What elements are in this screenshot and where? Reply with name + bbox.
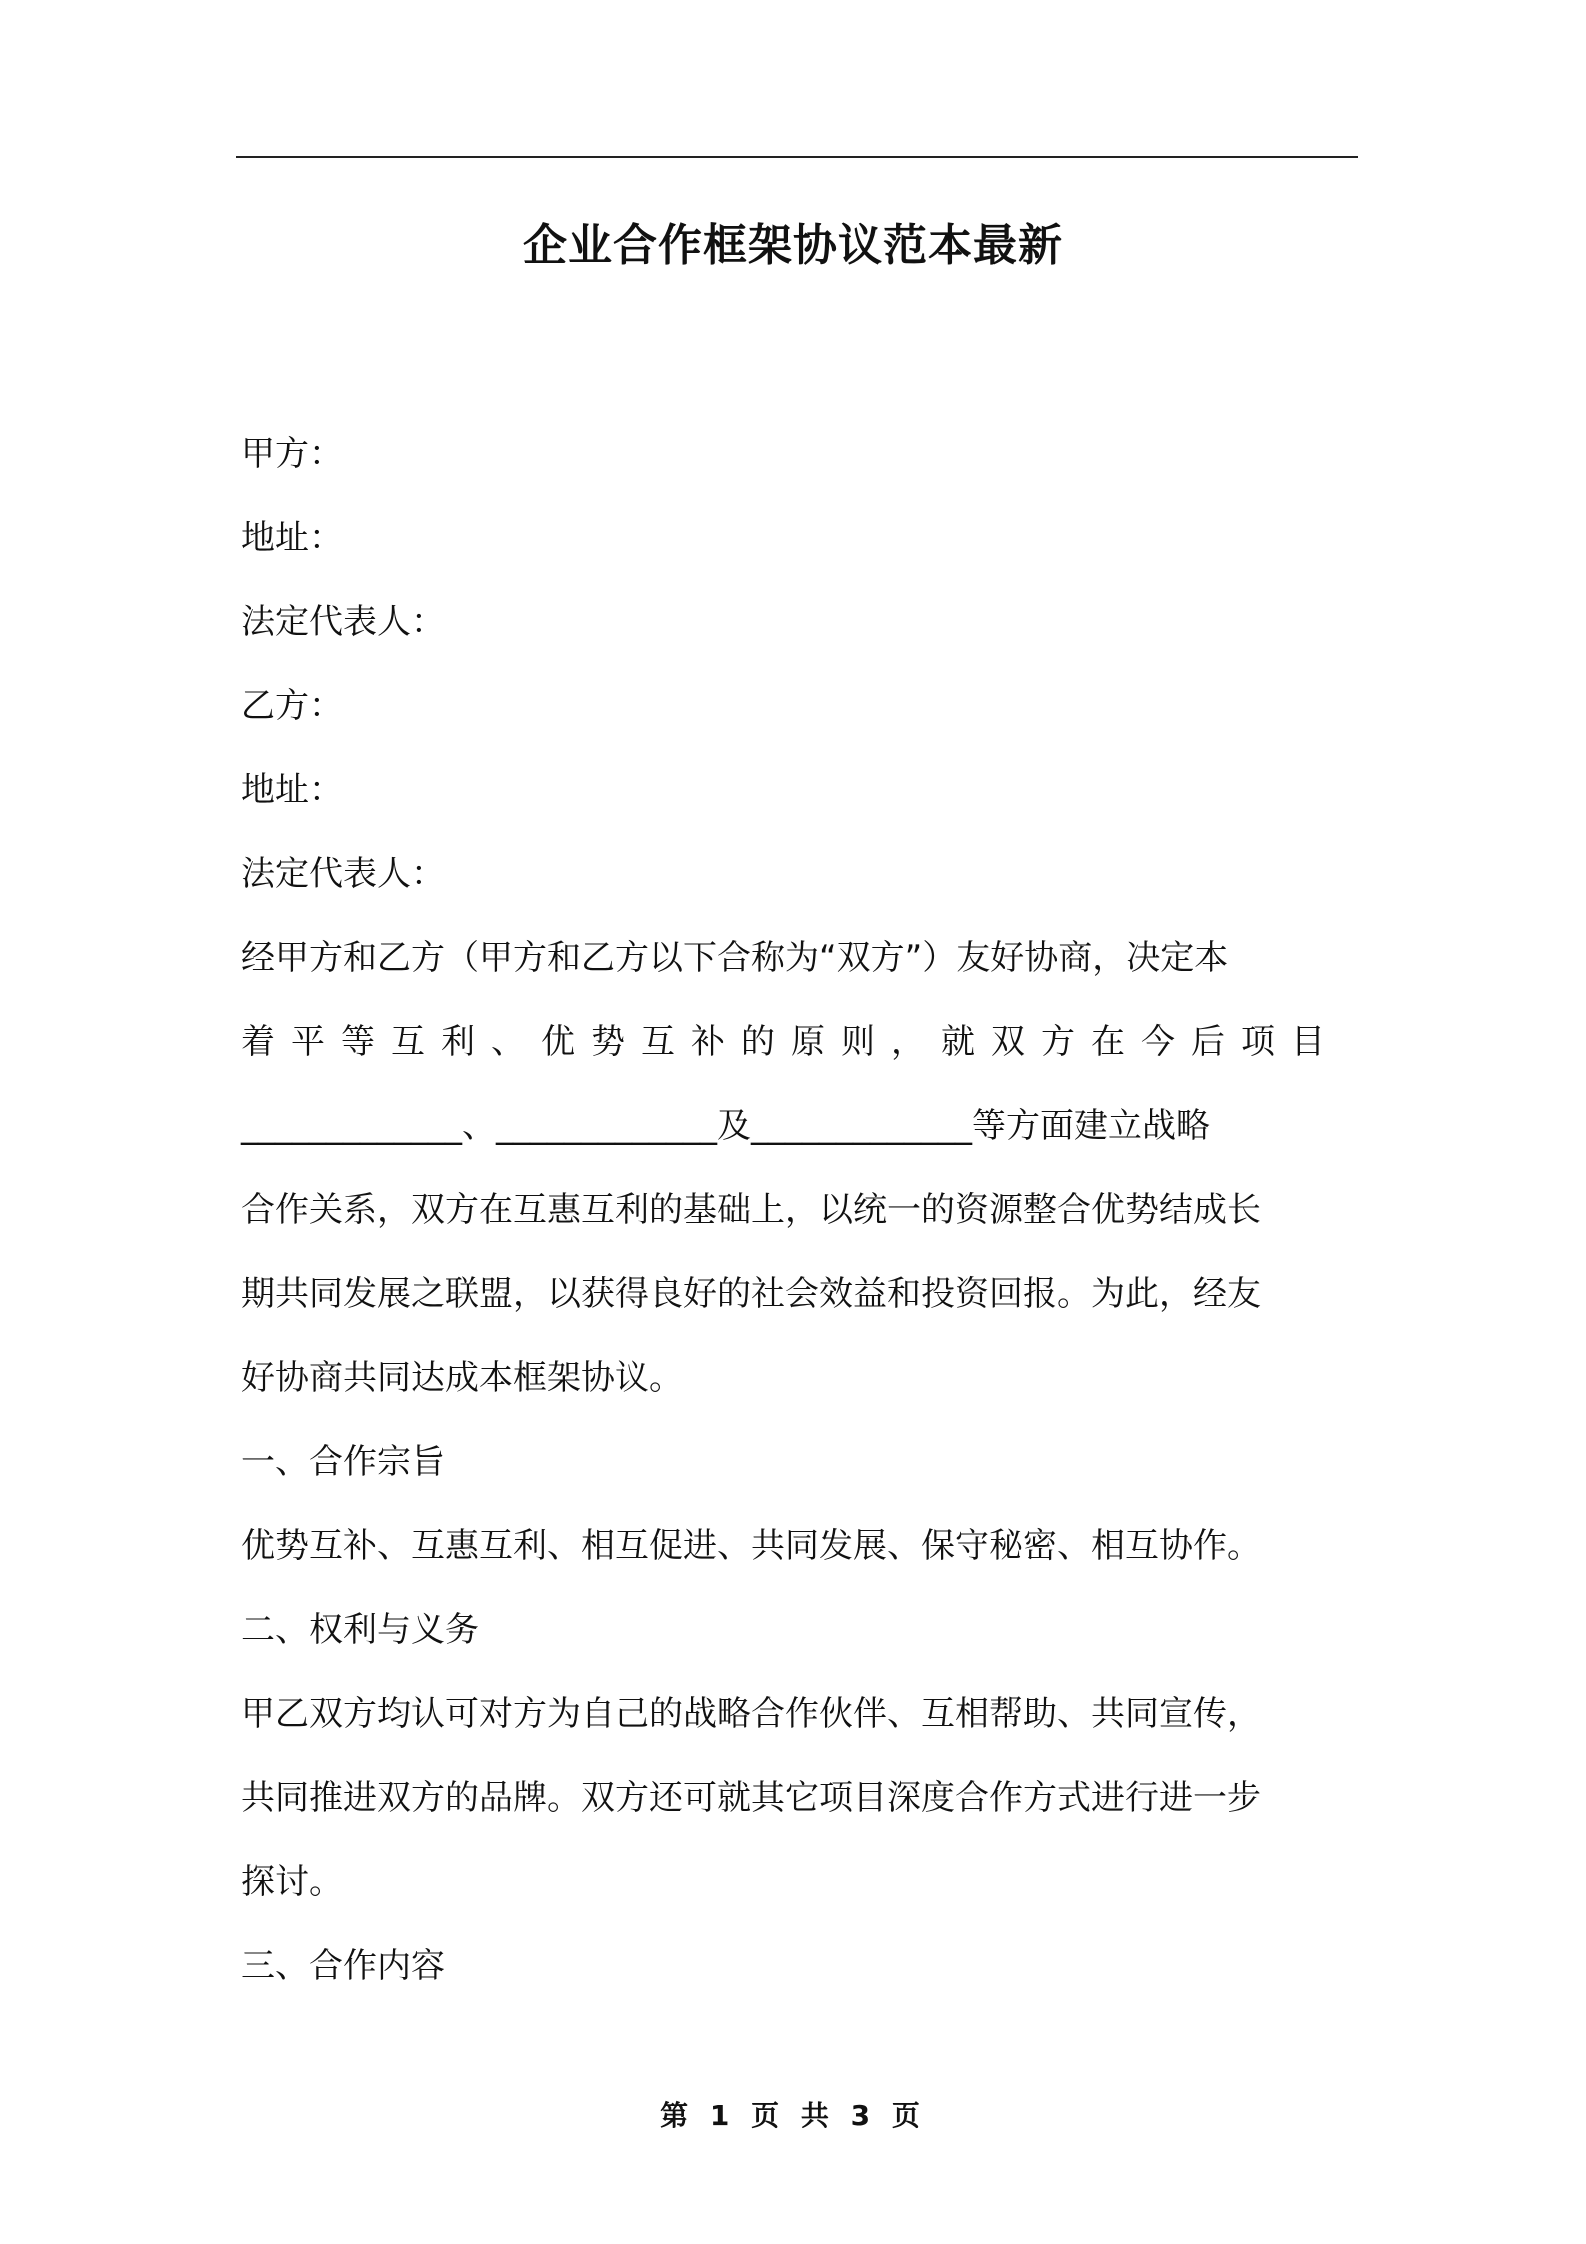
party-b-representative-label: 法定代表人： bbox=[241, 854, 445, 894]
section-1-heading: 一、合作宗旨 bbox=[241, 1442, 445, 1482]
party-b-label: 乙方： bbox=[241, 686, 343, 726]
section-2-line-3: 探讨。 bbox=[241, 1862, 343, 1902]
section-2-line-1: 甲乙双方均认可对方为自己的战略合作伙伴、互相帮助、共同宣传， bbox=[241, 1694, 1261, 1734]
document-title: 企业合作框架协议范本最新 bbox=[523, 220, 1063, 271]
party-b-address-label: 地址： bbox=[241, 770, 343, 810]
section-3-heading: 三、合作内容 bbox=[241, 1946, 445, 1986]
intro-line-6: 好协商共同达成本框架协议。 bbox=[241, 1358, 683, 1398]
intro-line-2: 着平等互利、优势互补的原则，就双方在今后项目 bbox=[241, 1022, 1341, 1062]
party-a-address-label: 地址： bbox=[241, 518, 343, 558]
party-a-representative-label: 法定代表人： bbox=[241, 602, 445, 642]
section-2-heading: 二、权利与义务 bbox=[241, 1610, 479, 1650]
intro-line-5: 期共同发展之联盟，以获得良好的社会效益和投资回报。为此，经友 bbox=[241, 1274, 1261, 1314]
intro-line-3-blanks: _____________、_____________及_____________等方面建立战略 bbox=[241, 1106, 1210, 1146]
document-body bbox=[241, 412, 1357, 2008]
intro-line-4: 合作关系，双方在互惠互利的基础上，以统一的资源整合优势结成长 bbox=[241, 1190, 1261, 1230]
party-a-label: 甲方： bbox=[241, 434, 343, 474]
header-rule bbox=[236, 156, 1358, 158]
page-number-footer: 第 1 页 共 3 页 bbox=[660, 2099, 926, 2132]
section-2-line-2: 共同推进双方的品牌。双方还可就其它项目深度合作方式进行进一步 bbox=[241, 1778, 1261, 1818]
intro-line-1: 经甲方和乙方（甲方和乙方以下合称为“双方”）友好协商，决定本 bbox=[241, 938, 1229, 978]
section-1-body: 优势互补、互惠互利、相互促进、共同发展、保守秘密、相互协作。 bbox=[241, 1526, 1261, 1566]
